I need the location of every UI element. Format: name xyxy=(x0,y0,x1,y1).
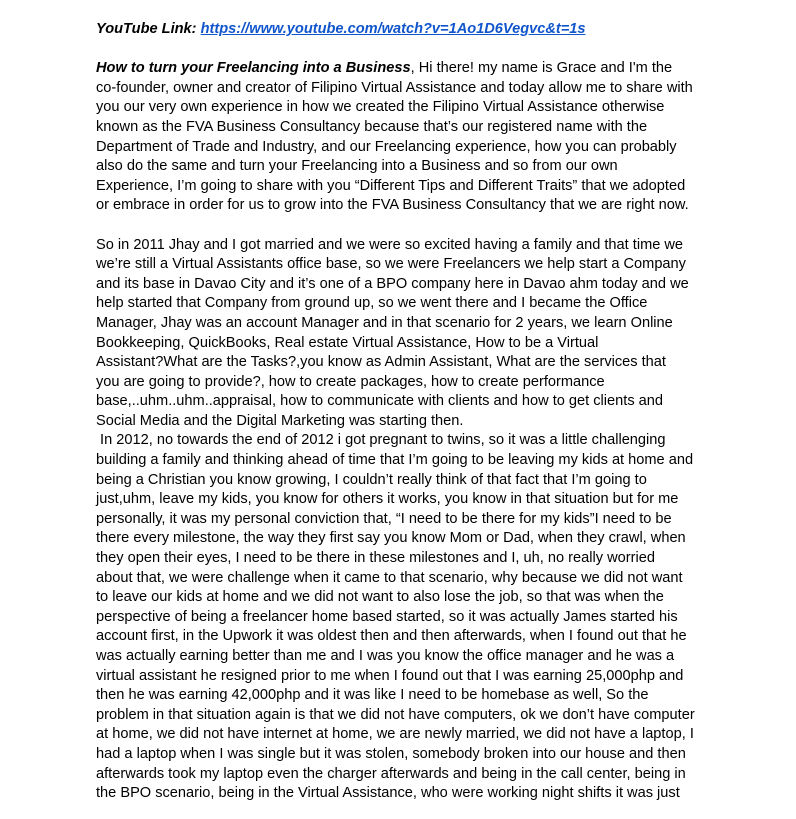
paragraph-story xyxy=(96,236,796,804)
paragraph-line: being a Christian you know growing, I couldn’t really think of that fact that I’m going to xyxy=(96,471,647,488)
paragraph-line: base,..uhm..uhm..appraisal, how to communicate with clients and how to get clients and xyxy=(96,393,664,410)
paragraph-line: known as the FVA Business Consultancy because that’s our registered name with the xyxy=(96,118,648,135)
paragraph-line: Department of Trade and Industry, and our Freelancing experience, how you can probably xyxy=(96,138,677,155)
paragraph-line: personally, it was my personal conviction that, “I need to be there for my kids”I need to be xyxy=(96,510,672,527)
paragraph-line: Manager, Jhay was an account Manager and in that scenario for 2 years, we learn Online xyxy=(96,314,673,331)
paragraph-line: afterwards took my laptop even the charger afterwards and being in the call center, being in xyxy=(96,765,686,782)
paragraph-line: then he was earning 42,000php and it was like I need to be homebase as well, So the xyxy=(96,687,649,704)
paragraph-line: you our very own experience in how we created the Filipino Virtual Assistance otherwise xyxy=(96,99,665,116)
paragraph-line: perspective of being a freelancer home based started, so it was actually James started his xyxy=(96,608,678,625)
paragraph-line: and its base in Davao City and it’s one of a BPO company here in Davao ahm today and we xyxy=(96,275,689,292)
paragraph-line: at home, we did not have internet at home, we are newly married, we did not have a laptop, I xyxy=(96,726,694,743)
intro-title: How to turn your Freelancing into a Business xyxy=(96,60,411,77)
document-page xyxy=(96,20,796,804)
paragraph-line: building a family and thinking ahead of time that I’m going to be leaving my kids at home and xyxy=(96,452,694,469)
paragraph-line: also do the same and turn your Freelancing into a Business and so from our own xyxy=(96,158,618,175)
paragraph-line: to leave our kids at home and we did not want to also lose the job, so that was when the xyxy=(96,589,664,606)
paragraph-line: about that, we were challenge when it came to that scenario, why because we did not want xyxy=(96,569,683,586)
paragraph-line: Social Media and the Digital Marketing was starting then. xyxy=(96,412,464,429)
paragraph-line: we’re still a Virtual Assistants office base, so we were Freelancers we help start a Company xyxy=(96,256,686,273)
youtube-link-line xyxy=(96,20,796,40)
intro-first-line-rest: , Hi there! my name is Grace and I'm the xyxy=(410,60,673,77)
paragraph-line: the BPO scenario, being in the Virtual Assistance, who were working night shifts it was just xyxy=(96,785,680,802)
paragraph-line: help started that Company from ground up, so we went there and I became the Office xyxy=(96,295,648,312)
paragraph-line: problem in that situation again is that we did not have computers, ok we don’t have computer xyxy=(96,706,695,723)
paragraph-intro-first-line xyxy=(96,59,796,79)
paragraph-line: was actually earning better than me and I was you know the office manager and he was a xyxy=(96,648,675,664)
paragraph-line: Assistant?What are the Tasks?,you know as Admin Assistant, What are the services that xyxy=(96,354,666,371)
paragraph-line: Experience, I’m going to share with you “Different Tips and Different Traits” that we adopted xyxy=(96,177,686,194)
spacer xyxy=(96,216,796,236)
paragraph-line: there every milestone, the way they first say you know Mom or Dad, when they crawl, when xyxy=(96,530,686,547)
paragraph-line: So in 2011 Jhay and I got married and we were so excited having a family and that time we xyxy=(96,236,684,253)
paragraph-line: or embrace in order for us to grow into the FVA Business Consultancy that we are right now. xyxy=(96,197,689,214)
youtube-link-label: YouTube Link: xyxy=(96,21,197,37)
spacer xyxy=(96,40,796,60)
paragraph-line: Bookkeeping, QuickBooks, Real estate Virtual Assistance, How to be a Virtual xyxy=(96,334,599,351)
paragraph-line: just,uhm, leave my kids, you know for others it works, you know in that situation but for me xyxy=(96,491,679,508)
paragraph-line: account first, in the Upwork it was oldest then and then afterwards, when I found out that he xyxy=(96,628,687,645)
paragraph-line: In 2012, no towards the end of 2012 i got pregnant to twins, so it was a little challenging xyxy=(96,432,666,449)
paragraph-line: virtual assistant he resigned prior to me when I found out that I was earning 25,000php and xyxy=(96,667,684,684)
paragraph-line: co-founder, owner and creator of Filipino Virtual Assistance and today allow me to share with xyxy=(96,79,693,96)
paragraph-intro xyxy=(96,59,796,216)
paragraph-line: had a laptop when I was single but it was stolen, somebody broken into our house and then xyxy=(96,745,686,762)
paragraph-line: they open their eyes, I need to be there in these milestones and I, uh, no really worried xyxy=(96,550,655,567)
paragraph-line: you are going to provide?, how to create packages, how to create performance xyxy=(96,373,605,390)
youtube-link[interactable]: https://www.youtube.com/watch?v=1Ao1D6Vegvc&t=1s xyxy=(200,21,586,37)
